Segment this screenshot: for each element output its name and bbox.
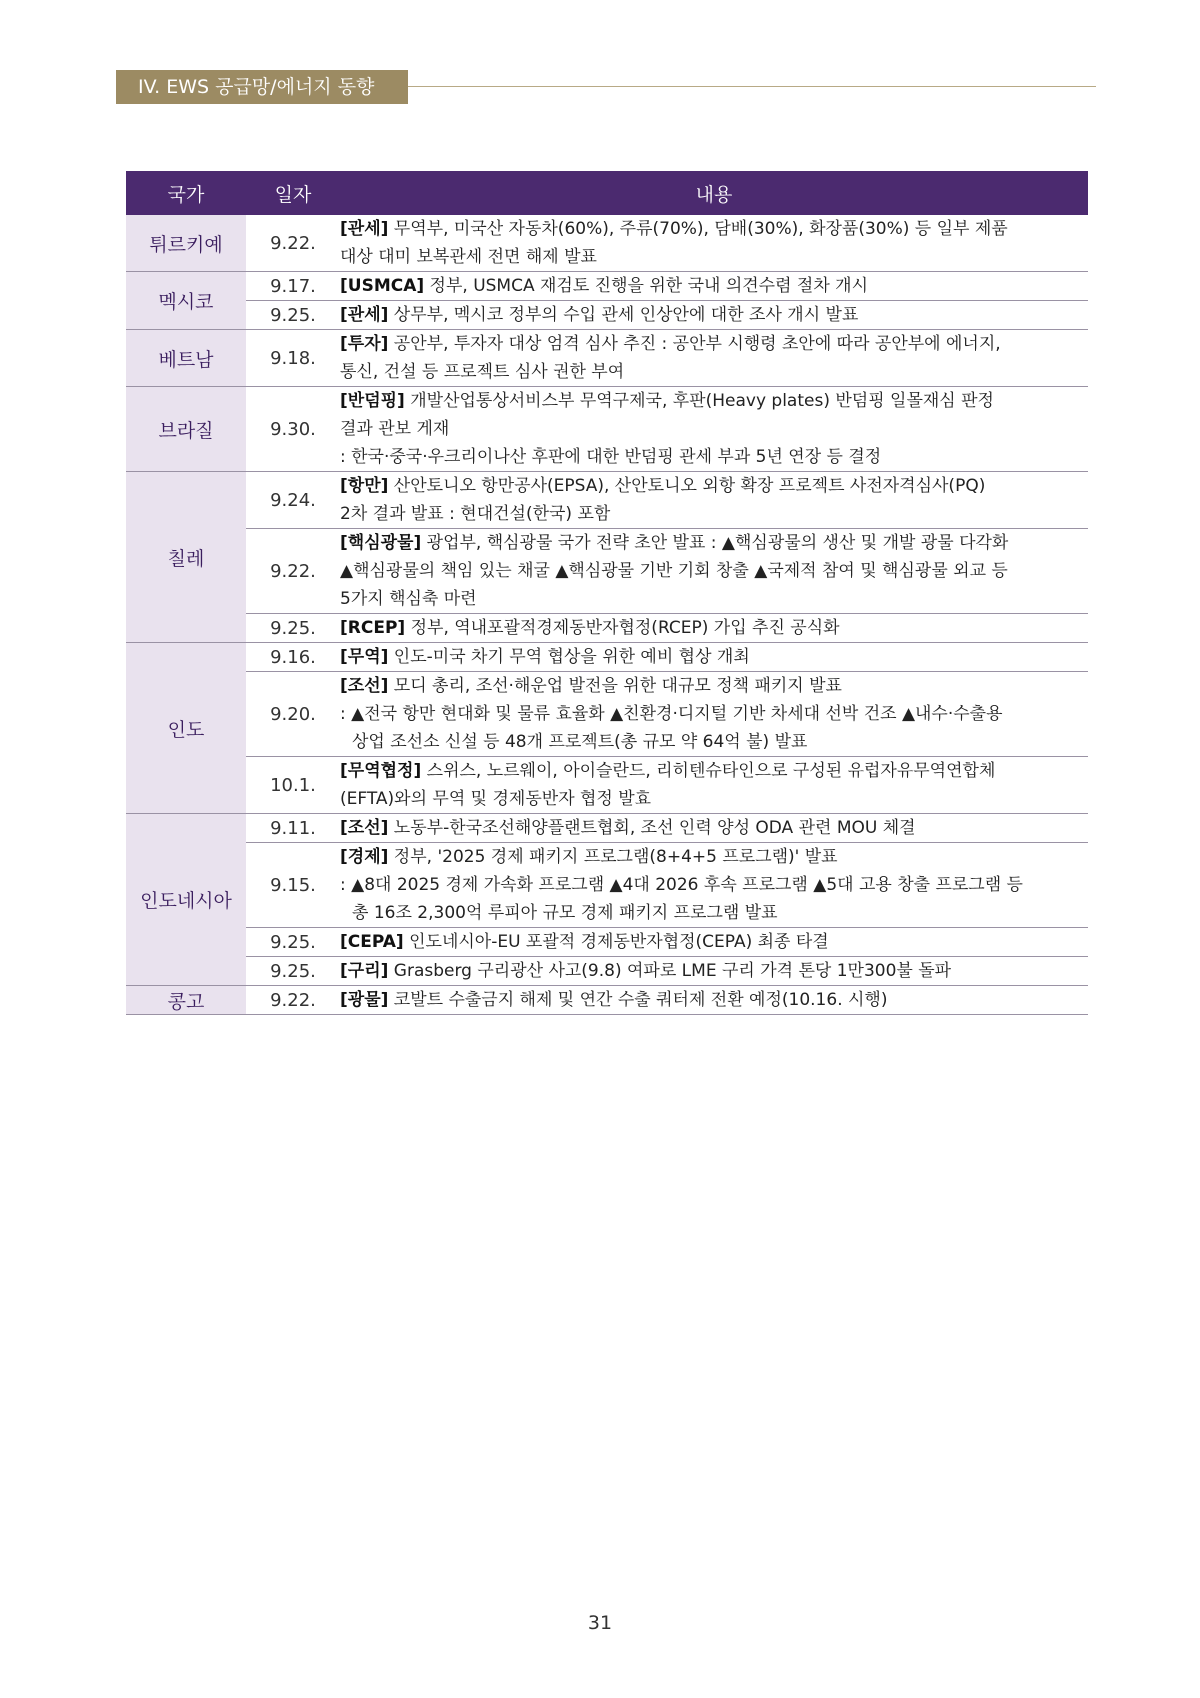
date-cell: 9.18. — [246, 330, 340, 387]
date-cell: 9.20. — [246, 672, 340, 757]
category-tag: [광물] — [340, 990, 389, 1010]
content-line: 정부, USMCA 재검토 진행을 위한 국내 의견수렴 절차 개시 — [429, 276, 869, 296]
date-cell: 9.25. — [246, 614, 340, 643]
date-cell: 9.17. — [246, 272, 340, 301]
table-row — [126, 957, 1088, 986]
content-cell — [340, 643, 1088, 672]
category-tag: [경제] — [340, 847, 389, 867]
table-row — [126, 330, 1088, 387]
table-row — [126, 843, 1088, 928]
content-line: 공안부, 투자자 대상 엄격 심사 추진 : 공안부 시행령 초안에 따라 공안부에 에너지, — [393, 334, 1001, 354]
content-line: 상업 조선소 신설 등 48개 프로젝트(총 규모 약 64억 불) 발표 — [352, 732, 808, 752]
country-cell: 인도네시아 — [126, 814, 246, 986]
country-cell: 칠레 — [126, 472, 246, 643]
content-cell — [340, 928, 1088, 957]
table-row — [126, 472, 1088, 529]
category-tag: [무역협정] — [340, 761, 422, 781]
date-cell: 9.22. — [246, 215, 340, 272]
content-line: 스위스, 노르웨이, 아이슬란드, 리히텐슈타인으로 구성된 유럽자유무역연합체 — [426, 761, 996, 781]
category-tag: [핵심광물] — [340, 533, 422, 553]
content-line: 광업부, 핵심광물 국가 전략 초안 발표 : ▲핵심광물의 생산 및 개발 광물 다각화 — [426, 533, 1009, 553]
content-line: Grasberg 구리광산 사고(9.8) 여파로 LME 구리 가격 톤당 1만300불 돌파 — [393, 961, 952, 981]
table-row — [126, 215, 1088, 272]
content-cell — [340, 814, 1088, 843]
content-line: 정부, 역내포괄적경제동반자협정(RCEP) 가입 추진 공식화 — [410, 618, 840, 638]
category-tag: [관세] — [340, 305, 389, 325]
country-cell: 브라질 — [126, 387, 246, 472]
content-cell — [340, 215, 1088, 272]
content-line: 통신, 건설 등 프로젝트 심사 권한 부여 — [340, 362, 625, 382]
category-tag: [조선] — [340, 676, 389, 696]
content-cell — [340, 472, 1088, 529]
date-cell: 9.15. — [246, 843, 340, 928]
country-cell: 튀르키예 — [126, 215, 246, 272]
date-cell: 9.22. — [246, 986, 340, 1015]
category-tag: [CEPA] — [340, 932, 404, 952]
content-line: (EFTA)와의 무역 및 경제동반자 협정 발효 — [340, 789, 652, 809]
table-header-row — [126, 171, 1088, 215]
category-tag: [반덤핑] — [340, 391, 405, 411]
table-row — [126, 529, 1088, 614]
content-cell — [340, 301, 1088, 330]
content-cell — [340, 843, 1088, 928]
table-row — [126, 272, 1088, 301]
content-line: 코발트 수출금지 해제 및 연간 수출 쿼터제 전환 예정(10.16. 시행) — [393, 990, 888, 1010]
content-line: 결과 관보 게재 — [340, 419, 450, 439]
category-tag: [USMCA] — [340, 276, 425, 296]
date-cell: 9.16. — [246, 643, 340, 672]
category-tag: [항만] — [340, 476, 389, 496]
content-cell — [340, 957, 1088, 986]
content-cell — [340, 757, 1088, 814]
content-cell — [340, 330, 1088, 387]
country-cell: 베트남 — [126, 330, 246, 387]
table-row — [126, 814, 1088, 843]
category-tag: [관세] — [340, 219, 389, 239]
content-cell — [340, 529, 1088, 614]
table-row — [126, 643, 1088, 672]
category-tag: [조선] — [340, 818, 389, 838]
date-cell: 9.25. — [246, 928, 340, 957]
content-line: 5가지 핵심축 마련 — [340, 589, 477, 609]
content-cell — [340, 387, 1088, 472]
content-line: 인도네시아-EU 포괄적 경제동반자협정(CEPA) 최종 타결 — [409, 932, 829, 952]
country-cell: 인도 — [126, 643, 246, 814]
table-row — [126, 757, 1088, 814]
content-line: 무역부, 미국산 자동차(60%), 주류(70%), 담배(30%), 화장품(30%) 등 일부 제품 — [393, 219, 1008, 239]
content-line: 모디 총리, 조선·해운업 발전을 위한 대규모 정책 패키지 발표 — [393, 676, 842, 696]
table-row — [126, 614, 1088, 643]
date-cell: 9.30. — [246, 387, 340, 472]
content-line: : ▲8대 2025 경제 가속화 프로그램 ▲4대 2026 후속 프로그램 ▲5대 고용 창출 프로그램 등 — [340, 875, 1023, 895]
content-line: 상무부, 멕시코 정부의 수입 관세 인상안에 대한 조사 개시 발표 — [393, 305, 859, 325]
category-tag: [구리] — [340, 961, 389, 981]
content-line: 대상 대미 보복관세 전면 해제 발표 — [340, 247, 597, 267]
section-divider — [408, 86, 1096, 87]
date-cell: 9.22. — [246, 529, 340, 614]
country-cell: 콩고 — [126, 986, 246, 1015]
date-cell: 9.25. — [246, 957, 340, 986]
table-row — [126, 301, 1088, 330]
date-cell: 10.1. — [246, 757, 340, 814]
section-tag: IV. EWS 공급망/에너지 동향 — [116, 70, 408, 104]
content-line: : ▲전국 항만 현대화 및 물류 효율화 ▲친환경·디지털 기반 차세대 선박 건조 ▲내수·수출용 — [340, 704, 1003, 724]
header-content: 내용 — [340, 171, 1088, 215]
section-header — [116, 70, 1096, 104]
content-cell — [340, 614, 1088, 643]
page-number: 31 — [587, 1612, 613, 1634]
content-line: 2차 결과 발표 : 현대건설(한국) 포함 — [340, 504, 611, 524]
content-cell — [340, 272, 1088, 301]
content-line: 노동부-한국조선해양플랜트협회, 조선 인력 양성 ODA 관련 MOU 체결 — [393, 818, 916, 838]
content-cell — [340, 672, 1088, 757]
category-tag: [무역] — [340, 647, 389, 667]
header-date: 일자 — [246, 171, 340, 215]
date-cell: 9.25. — [246, 301, 340, 330]
header-country: 국가 — [126, 171, 246, 215]
content-line: : 한국·중국·우크리이나산 후판에 대한 반덤핑 관세 부과 5년 연장 등 결정 — [340, 447, 882, 467]
content-line: 산안토니오 항만공사(EPSA), 산안토니오 외항 확장 프로젝트 사전자격심사(PQ) — [393, 476, 986, 496]
trade-news-table — [126, 171, 1088, 1015]
category-tag: [투자] — [340, 334, 389, 354]
table-row — [126, 672, 1088, 757]
table-row — [126, 986, 1088, 1015]
content-cell — [340, 986, 1088, 1015]
date-cell: 9.24. — [246, 472, 340, 529]
content-line: ▲핵심광물의 책임 있는 채굴 ▲핵심광물 기반 기회 창출 ▲국제적 참여 및 핵심광물 외교 등 — [340, 561, 1008, 581]
content-line: 개발산업통상서비스부 무역구제국, 후판(Heavy plates) 반덤핑 일몰재심 판정 — [410, 391, 994, 411]
table-row — [126, 387, 1088, 472]
table-row — [126, 928, 1088, 957]
date-cell: 9.11. — [246, 814, 340, 843]
content-line: 총 16조 2,300억 루피아 규모 경제 패키지 프로그램 발표 — [352, 903, 778, 923]
content-line: 인도-미국 차기 무역 협상을 위한 예비 협상 개최 — [393, 647, 750, 667]
country-cell: 멕시코 — [126, 272, 246, 330]
content-line: 정부, '2025 경제 패키지 프로그램(8+4+5 프로그램)' 발표 — [393, 847, 838, 867]
category-tag: [RCEP] — [340, 618, 406, 638]
